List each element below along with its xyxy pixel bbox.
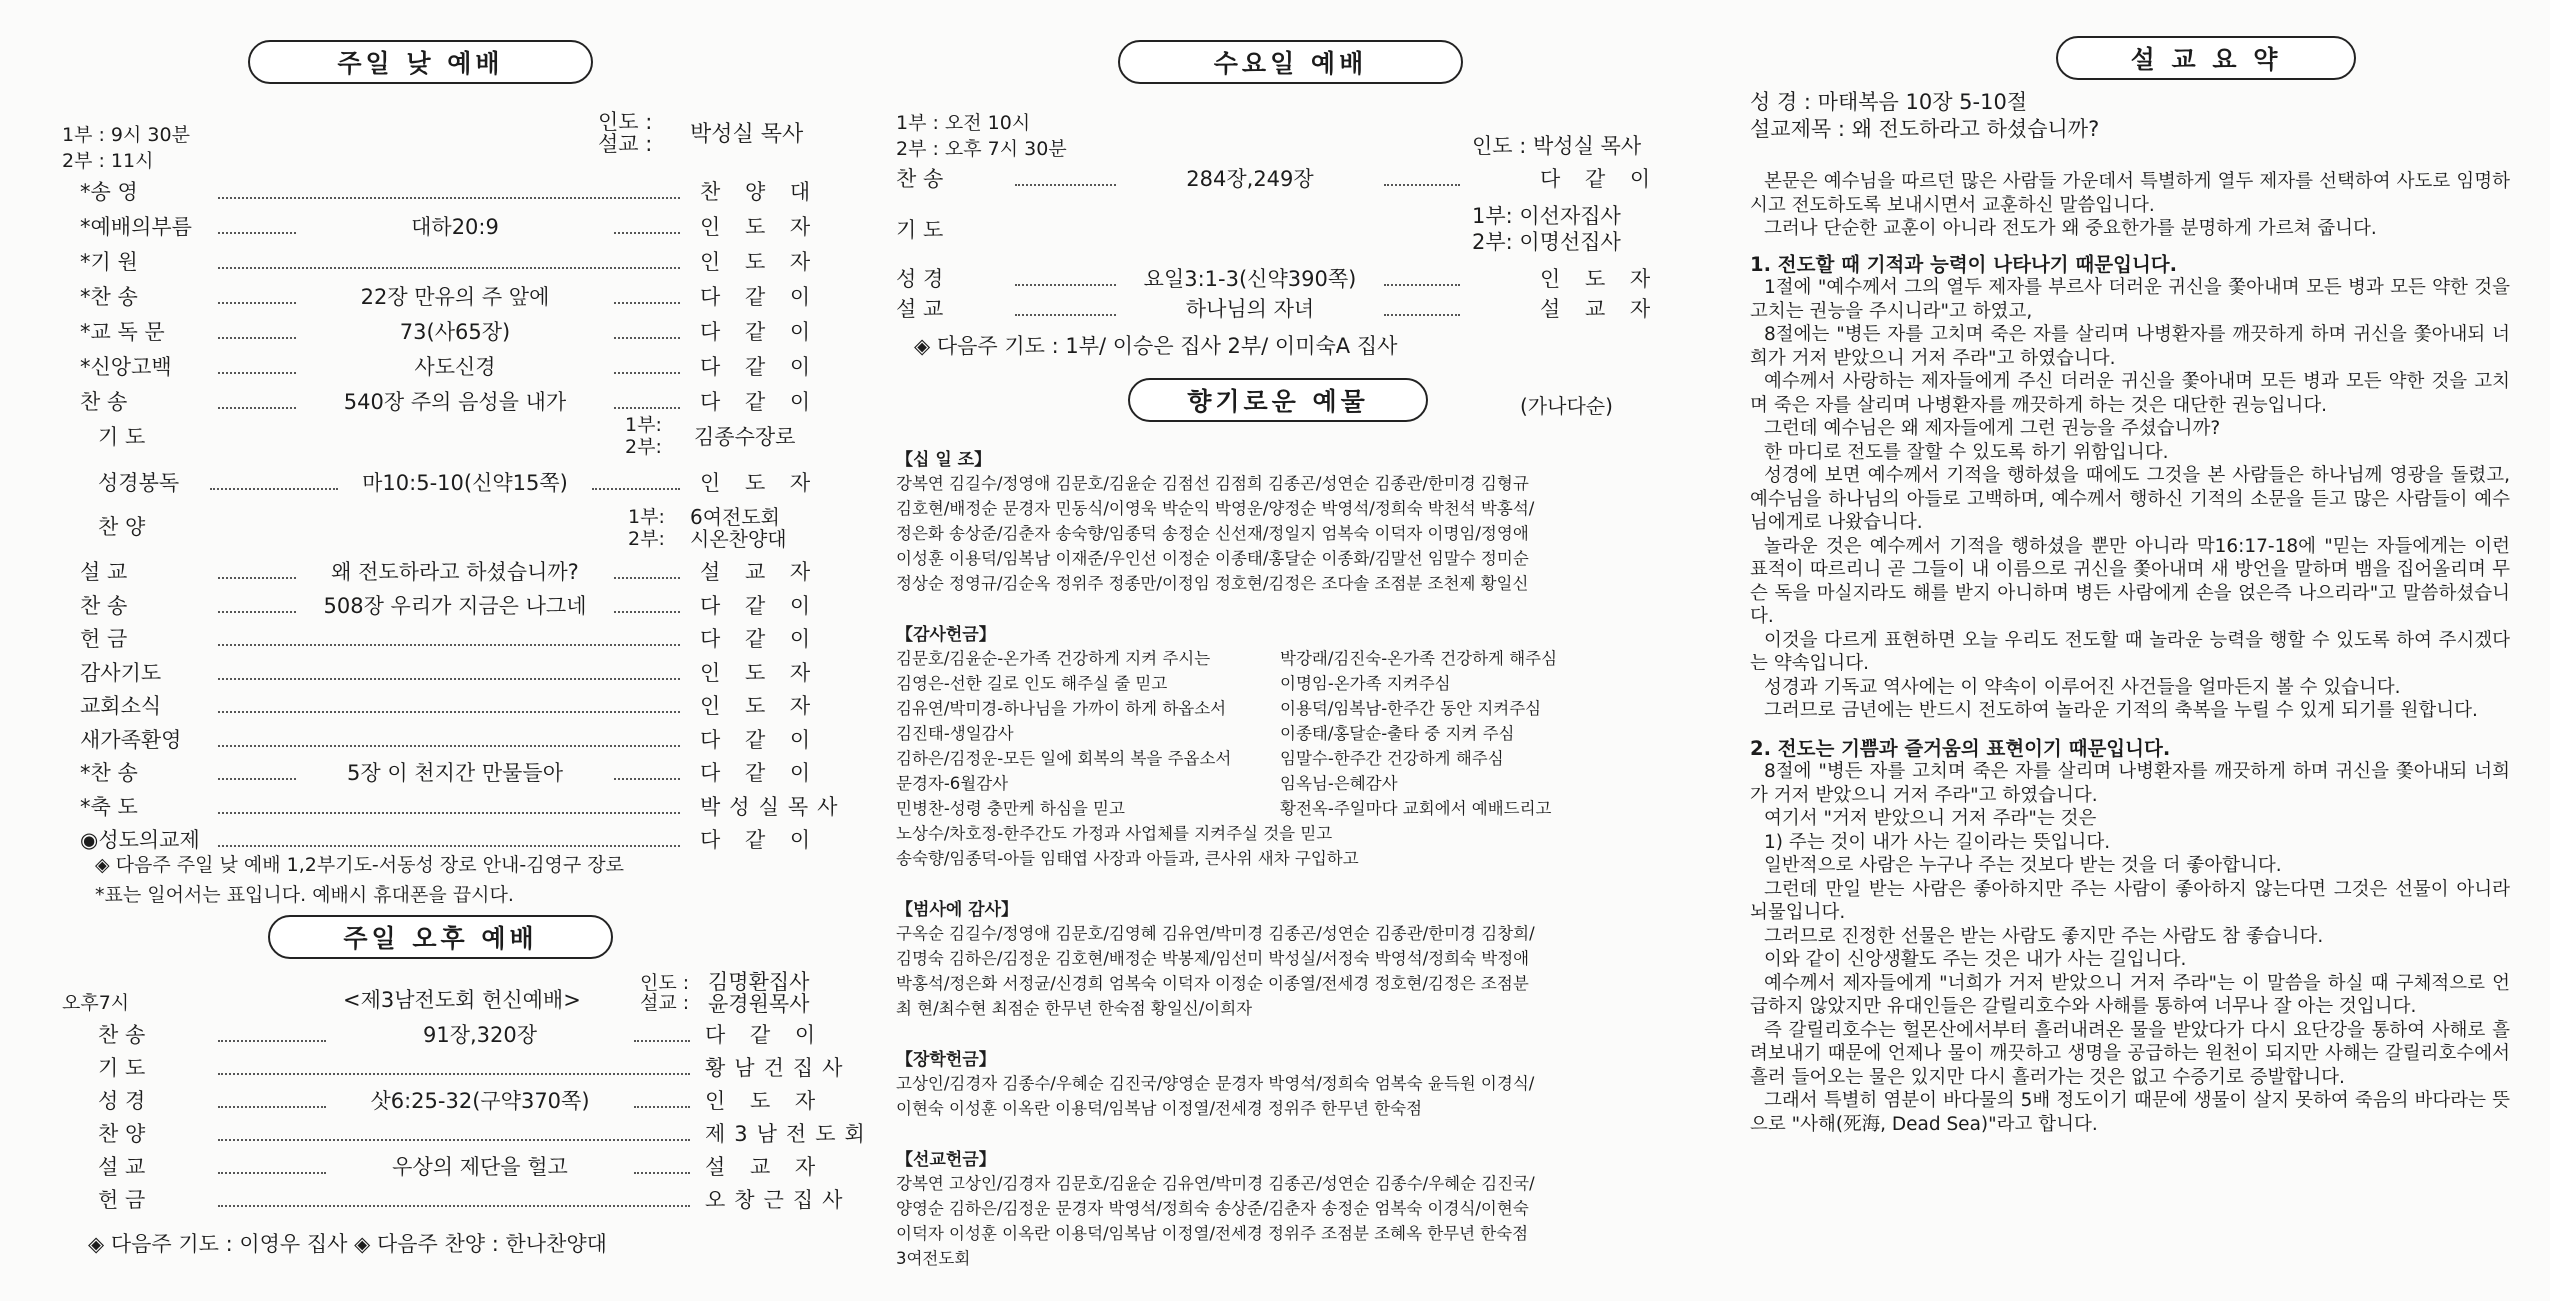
sermon-summary-column [1720, 0, 2550, 1301]
order-leader: 다 같 이 [700, 828, 820, 852]
order-content: 사도신경 [414, 355, 496, 379]
evening-lead-label: 인도 : [640, 972, 690, 994]
order-row [0, 210, 860, 244]
offering-entry: 김진태-생일감사 [896, 724, 1014, 743]
order-leader: 다 같 이 [705, 1023, 825, 1047]
sermon-body [1750, 170, 2510, 1136]
sermon-label: 설교 : [598, 132, 653, 156]
wednesday-column [860, 0, 1700, 1301]
offering-order-note: (가나다순) [1520, 394, 1613, 418]
order-row-choir [0, 505, 860, 551]
order-row-scripture [0, 466, 860, 500]
sermon-scripture: 성 경 : 마태복음 10장 5-10절 [1750, 90, 2028, 114]
order-content: 마10:5-10(신약15쪽) [362, 471, 568, 495]
order-leader: 다 같 이 [700, 390, 820, 414]
offering-section-heading: 【범사에 감사】 [896, 900, 1019, 920]
order-content: 5장 이 천지간 만물들아 [347, 761, 563, 785]
sermon-paragraph: 즉 갈릴리호수는 헐몬산에서부터 흘러내려온 물을 받았다가 다시 요단강을 통하여 사해로 흘려보내기 때문에 언제나 물이 깨끗하고 생명을 공급하는 원천이 되지만 사해는 갈릴리호수에서 흘러 들어오는 물은 있지만 다시 흘러가는 것은 없고 수증기로 증발합니다. [1750, 1019, 2510, 1088]
evening-next-notice: ◈ 다음주 기도 : 이영우 집사 ◈ 다음주 찬양 : 한나찬양대 [88, 1232, 607, 1256]
order-label: 감사기도 [80, 660, 162, 685]
choir-part1-team: 6여전도회 [690, 505, 781, 529]
order-content: 하나님의 자녀 [1185, 297, 1315, 321]
order-row [0, 315, 860, 349]
offering-entry: 김하은/김정운-모든 일에 회복의 복을 주옵소서 [896, 749, 1232, 768]
sermon-paragraph: 그런데 만일 받는 사람은 좋아하지만 주는 사람이 좋아하지 않는다면 그것은 선물이 아니라 뇌물입니다. [1750, 878, 2510, 923]
order-leader: 박성실목사 [700, 794, 847, 819]
sermon-paragraph: 그래서 특별히 염분이 바다물의 5배 정도이기 때문에 생물이 살지 못하여 죽음의 바다라는 뜻으로 "사해(死海, Dead Sea)"라고 합니다. [1750, 1090, 2510, 1135]
order-row [0, 280, 860, 314]
offering-line: 최 현/최수현 최점순 한무년 한숙점 황일신/이희자 [896, 999, 1253, 1018]
order-leader: 인 도 자 [700, 250, 820, 274]
sermon-paragraph: 본문은 예수님을 따르던 많은 사람들 가운데서 특별하게 열두 제자를 선택하여 사도로 임명하시고 전도하도록 보내시면서 교훈하신 말씀입니다. [1750, 171, 2510, 216]
order-label: 설 교 [98, 1155, 146, 1179]
order-row [860, 292, 1700, 326]
offering-entry: 임옥님-은혜감사 [1280, 774, 1398, 793]
order-label: *송 영 [80, 180, 138, 204]
point-1-heading: 1. 전도할 때 기적과 능력이 나타나기 때문입니다. [1750, 252, 2178, 276]
order-label: 찬 송 [80, 593, 128, 618]
sermon-intro [1750, 170, 2510, 241]
order-leader: 다 같 이 [1540, 167, 1660, 191]
offering-entry: 김유연/박미경-하나님을 가까이 하게 하옵소서 [896, 699, 1227, 718]
order-leader: 인 도 자 [700, 694, 820, 718]
order-content: 91장,320장 [422, 1023, 538, 1047]
sunday-worship-column [0, 0, 874, 1301]
wed-leader: 인도 : 박성실 목사 [1472, 134, 1642, 158]
offering-entry: 이종태/홍달순-출타 중 지켜 주심 [1280, 724, 1515, 743]
wed-next-notice: ◈ 다음주 기도 : 1부/ 이승은 집사 2부/ 이미숙A 집사 [914, 334, 1398, 358]
order-label: 새가족환영 [80, 727, 182, 752]
order-row [0, 555, 860, 589]
order-content: 508장 우리가 지금은 나그네 [323, 593, 587, 618]
order-leader: 인 도 자 [700, 215, 820, 239]
sermon-paragraph: 그러므로 금년에는 반드시 전도하여 놀라운 기적의 축복을 누릴 수 있게 되기를 원합니다. [1764, 700, 2478, 721]
order-leader: 다 같 이 [700, 285, 820, 309]
sermon-paragraph: 1절에 "예수께서 그의 열두 제자를 부르사 더러운 귀신을 쫓아내며 모든 병과 모든 약한 것을 고치는 권능을 주시니라"고 하였고, [1750, 277, 2510, 322]
order-row [860, 162, 1700, 196]
second-service-time: 2부 : 11시 [62, 150, 154, 172]
sermon-paragraph: 여기서 "거저 받았으니 거저 주라"는 것은 [1764, 808, 2097, 829]
order-label: *축 도 [80, 794, 138, 819]
wed-row-prayer [860, 204, 1700, 254]
offering-line: 정은화 송상준/김춘자 송숙향/임종덕 송정순 신선재/정일지 엄복숙 이덕자 이명임/정영애 [896, 524, 1529, 543]
order-row [0, 175, 860, 209]
order-leader: 다 같 이 [700, 320, 820, 344]
offering-entry: 김문호/김윤순-온가족 건강하게 지켜 주시는 [896, 649, 1211, 668]
offering-title: 향기로운 예물 [1128, 378, 1428, 422]
order-leader: 김종수장로 [694, 425, 796, 449]
offering-entry: 이명임-온가족 지켜주심 [1280, 674, 1451, 693]
order-leader: 다 같 이 [700, 593, 820, 618]
offering-entry: 황전옥-주일마다 교회에서 예배드리고 [1280, 799, 1552, 818]
order-leader: 황남건집사 [705, 1056, 852, 1080]
order-label: 설 교 [80, 560, 128, 584]
order-label: 성경봉독 [98, 471, 180, 495]
order-label: *찬 송 [80, 285, 138, 309]
offering-line: 구옥순 김길수/정영애 김문호/김영혜 김유연/박미경 김종곤/성연순 김종관/한미경 김창희/ [896, 924, 1535, 943]
point-2-heading: 2. 전도는 기쁨과 즐거움의 표현이기 때문입니다. [1750, 736, 2171, 760]
point-2-body [1750, 760, 2510, 1136]
order-leader: 오창근집사 [705, 1188, 852, 1212]
order-leader: 다 같 이 [700, 727, 820, 752]
offering-section-heading: 【십 일 조】 [896, 450, 992, 470]
point-1-body [1750, 276, 2510, 723]
order-leader: 인 도 자 [700, 660, 820, 685]
order-leader: 인 도 자 [700, 471, 820, 495]
order-row [0, 1117, 874, 1151]
order-content: 284장,249장 [1186, 167, 1314, 191]
order-content: 73(사65장) [399, 320, 511, 344]
lead-label: 인도 : [598, 110, 653, 134]
offering-line: 이성훈 이용덕/임복남 이재준/우인선 이정순 이종태/홍달순 이종화/김말선 임말수 정미순 [896, 549, 1529, 568]
sermon-paragraph: 한 마디로 전도를 잘할 수 있도록 하기 위함입니다. [1764, 441, 2169, 463]
standing-note: *표는 일어서는 표입니다. 예배시 휴대폰을 끕시다. [95, 884, 514, 906]
order-content: 삿6:25-32(구약370쪽) [370, 1089, 590, 1113]
order-content: 22장 만유의 주 앞에 [360, 285, 550, 309]
order-row [0, 790, 860, 824]
order-label: 기 도 [98, 425, 146, 449]
order-row [0, 1084, 860, 1118]
sermon-paragraph: 성경과 기독교 역사에는 이 약속이 이루어진 사건들을 얼마든지 볼 수 있습니다. [1764, 676, 2401, 698]
evening-leader: 김명환집사 [708, 970, 810, 994]
order-label: 찬 송 [98, 1023, 146, 1047]
order-row [0, 1150, 860, 1184]
offering-line: 이덕자 이성훈 이옥란 이용덕/임복남 이정열/전세경 정위주 조점분 조혜옥 한무년 한숙점 [896, 1224, 1529, 1243]
order-content: 요일3:1-3(신약390쪽) [1143, 267, 1357, 291]
sermon-paragraph: 그러므로 진정한 선물은 받는 사람도 좋지만 주는 사람도 참 좋습니다. [1764, 925, 2324, 947]
evening-theme: <제3남전도회 헌신예배> [343, 988, 581, 1012]
offering-line: 송숙향/임종덕-아들 임태엽 사장과 아들과, 큰사위 새차 구입하고 [896, 849, 1359, 868]
wed-second-time: 2부 : 오후 7시 30분 [896, 138, 1067, 160]
offering-line: 박홍석/정은화 서정균/신경희 엄복숙 이덕자 이정순 이종열/전세경 정호현/김정은 조점분 [896, 974, 1529, 993]
offering-entry: 김영은-선한 길로 인도 해주실 줄 믿고 [896, 674, 1168, 693]
order-row [0, 589, 860, 623]
order-content: 우상의 제단을 헐고 [392, 1155, 568, 1179]
order-row [0, 245, 860, 279]
offering-entry: 문경자-6월감사 [896, 774, 1009, 793]
order-label: *신앙고백 [80, 355, 172, 379]
order-label: 헌 금 [98, 1188, 146, 1212]
offering-line: 고상인/김경자 김종수/우혜순 김진국/양영순 문경자 박영석/정희숙 엄복숙 윤득원 이경식/ [896, 1074, 1535, 1093]
sermon-paragraph: 이것을 다르게 표현하면 오늘 우리도 전도할 때 놀라운 능력을 행할 수 있도록 하여 주시겠다는 약속입니다. [1750, 629, 2510, 674]
order-label: *기 원 [80, 250, 138, 274]
offering-line: 정상순 정영규/김순옥 정위주 정종만/이정임 정호현/김정은 조다솔 조점분 조천제 황일신 [896, 574, 1529, 593]
order-row [0, 656, 860, 690]
order-leader: 인 도 자 [705, 1089, 825, 1113]
first-service-time: 1부 : 9시 30분 [62, 124, 190, 146]
offering-entry: 민병찬-성령 충만케 하심을 믿고 [896, 799, 1125, 818]
order-row [0, 622, 860, 656]
order-label: *예배의부름 [80, 215, 192, 239]
order-label: 성 경 [896, 267, 944, 291]
order-label: 기 도 [98, 1056, 146, 1080]
order-row [0, 385, 860, 419]
order-leader: 제3남전도회 [705, 1122, 874, 1146]
wednesday-title: 수요일 예배 [1118, 40, 1463, 84]
offering-line: 양영순 김하은/김정운 문경자 박영석/정희숙 송상준/김춘자 송정순 엄복숙 이경식/이현숙 [896, 1199, 1529, 1218]
order-label: 교회소식 [80, 694, 162, 718]
offering-line: 3여전도회 [896, 1249, 971, 1268]
order-label: *찬 송 [80, 761, 138, 785]
order-label: ◉성도의교제 [80, 828, 200, 852]
sermon-paragraph: 놀라운 것은 예수께서 기적을 행하셨을 뿐만 아니라 막16:17-18에 "믿는 자들에게는 이런 표적이 따르리니 곧 그들이 내 이름으로 귀신을 쫓아내며 새 방언을 말하며 뱀을 집어올리며 무슨 독을 마실지라도 해를 받지 아니하며 병든 사람에게 손을 얹은즉 나으리라"고 말씀하셨습니다. [1750, 535, 2510, 627]
sunday-morning-title: 주일 낮 예배 [248, 40, 593, 84]
choir-part1-label: 1부: [628, 506, 665, 528]
prayer-part2: 2부: 이명선집사 [1472, 230, 1621, 254]
offering-entry: 이용덕/임복남-한주간 동안 지켜주심 [1280, 699, 1542, 718]
offering-line: 김호현/배정순 문경자 민동식/이영욱 박순익 박영운/양정순 박영석/정희숙 박천석 박홍석/ [896, 499, 1535, 518]
order-row [0, 350, 860, 384]
order-leader: 설 교 자 [700, 560, 820, 584]
order-row [860, 262, 1700, 296]
next-week-notice: ◈ 다음주 주일 낮 예배 1,2부기도-서동성 장로 안내-김영구 장로 [95, 854, 624, 876]
sermon-paragraph: 그러나 단순한 교훈이 아니라 전도가 왜 중요한가를 분명하게 가르쳐 줍니다. [1764, 218, 2377, 239]
offering-entry: 박강래/김진숙-온가족 건강하게 해주심 [1280, 649, 1558, 668]
offering-line: 김명숙 김하은/김정운 김호현/배정순 박봉제/임선미 박성실/서정숙 박영석/정희숙 박정애 [896, 949, 1530, 968]
order-row [0, 723, 860, 757]
order-leader: 다 같 이 [700, 355, 820, 379]
sermon-title: 설교제목 : 왜 전도하라고 하셨습니까? [1750, 117, 2100, 141]
order-label: 찬 송 [80, 390, 128, 414]
prayer-part1: 1부: 이선자집사 [1472, 204, 1621, 228]
evening-sermon-label: 설교 : [640, 992, 690, 1014]
order-label: 찬 양 [98, 1122, 146, 1146]
choir-part2-label: 2부: [628, 528, 665, 550]
sermon-paragraph: 성경에 보면 예수께서 기적을 행하셨을 때에도 그것을 본 사람들은 하나님께 영광을 돌렸고, 예수님을 하나님의 아들로 고백하며, 예수께서 행하신 기적의 소문을 듣고 많은 사람들이 예수님에게로 나왔습니다. [1750, 465, 2510, 533]
sermon-paragraph: 8절에 "병든 자를 고치며 죽은 자를 살리며 나병환자를 깨끗하게 하며 귀신을 쫓아내되 너희가 거저 받았으니 거저 주라"고 하였습니다. [1750, 761, 2510, 806]
sermon-paragraph: 1) 주는 것이 내가 사는 길이라는 뜻입니다. [1764, 831, 2111, 853]
sermon-summary-title: 설 교 요 약 [2056, 36, 2356, 80]
order-label: 설 교 [896, 297, 944, 321]
evening-preacher: 윤경원목사 [708, 992, 810, 1016]
order-row [0, 689, 860, 723]
wed-first-time: 1부 : 오전 10시 [896, 112, 1031, 134]
order-row [0, 756, 860, 790]
offering-entry: 임말수-한주간 건강하게 해주심 [1280, 749, 1504, 768]
order-content: 540장 주의 음성을 내가 [343, 390, 567, 414]
choir-part2-team: 시온찬양대 [690, 527, 787, 551]
order-row [0, 1018, 860, 1052]
order-content: 대하20:9 [411, 215, 499, 239]
order-label: 찬 송 [896, 167, 944, 191]
sermon-paragraph: 8절에는 "병든 자를 고치며 죽은 자를 살리며 나병환자를 깨끗하게 하며 귀신을 쫓아내되 너희가 거저 받았으니 거저 주라"고 하였습니다. [1750, 324, 2510, 369]
order-leader: 설 교 자 [705, 1155, 825, 1179]
sermon-paragraph: 일반적으로 사람은 누구나 주는 것보다 받는 것을 더 좋아합니다. [1764, 855, 2282, 876]
lead-pastor: 박성실 목사 [690, 122, 804, 147]
offering-section-heading: 【선교헌금】 [896, 1150, 996, 1170]
sermon-paragraph: 그런데 예수님은 왜 제자들에게 그런 권능을 주셨습니까? [1764, 418, 2221, 439]
sermon-paragraph: 이와 같이 신앙생활도 주는 것은 내가 사는 길입니다. [1764, 949, 2187, 970]
offering-line: 이현숙 이성훈 이옥란 이용덕/임복남 이정열/전세경 정위주 한무년 한숙점 [896, 1099, 1423, 1118]
evening-time: 오후7시 [62, 992, 130, 1014]
order-label: 찬 양 [98, 515, 146, 539]
order-label: 헌 금 [80, 627, 128, 651]
offering-line: 노상수/차호정-한주간도 가정과 사업체를 지켜주실 것을 믿고 [896, 824, 1333, 843]
order-row-prayer [0, 414, 860, 458]
offering-line: 강복연 김길수/정영애 김문호/김윤순 김점선 김점희 김종곤/성연순 김종관/한미경 김형규 [896, 474, 1529, 493]
order-leader: 인 도 자 [1540, 267, 1660, 291]
prayer-part2-label: 2부: [625, 436, 662, 458]
offering-section-heading: 【감사헌금】 [896, 625, 996, 645]
order-row [0, 1051, 860, 1085]
order-leader: 다 같 이 [700, 627, 820, 651]
sermon-paragraph: 예수께서 사랑하는 제자들에게 주신 더러운 귀신을 쫓아내며 모든 병과 모든 약한 것을 고치며 죽은 자를 살리며 나병환자를 깨끗하게 하는 것은 대단한 권능입니다. [1750, 371, 2510, 416]
order-leader: 다 같 이 [700, 761, 820, 785]
order-label: *교 독 문 [80, 320, 165, 344]
order-label: 성 경 [98, 1089, 146, 1113]
sermon-paragraph: 예수께서 제자들에게 "너희가 거저 받았으니 거저 주라"는 이 말씀을 하실 때 구체적으로 언급하지 않았지만 유대인들은 갈릴리호수와 사해를 통하여 너무나 잘 아는 것입니다. [1750, 972, 2510, 1017]
offering-line: 강복연 고상인/김경자 김문호/김윤순 김유연/박미경 김종곤/성연순 김종수/우혜순 김진국/ [896, 1174, 1535, 1193]
order-row [0, 1183, 860, 1217]
prayer-part1-label: 1부: [625, 414, 662, 436]
sunday-evening-title: 주일 오후 예배 [268, 915, 613, 959]
order-label: 기 도 [896, 218, 944, 242]
order-content: 왜 전도하라고 하셨습니까? [331, 560, 579, 584]
offering-section-heading: 【장학헌금】 [896, 1050, 996, 1070]
order-leader: 찬 양 대 [700, 180, 820, 204]
order-leader: 설 교 자 [1540, 297, 1660, 321]
